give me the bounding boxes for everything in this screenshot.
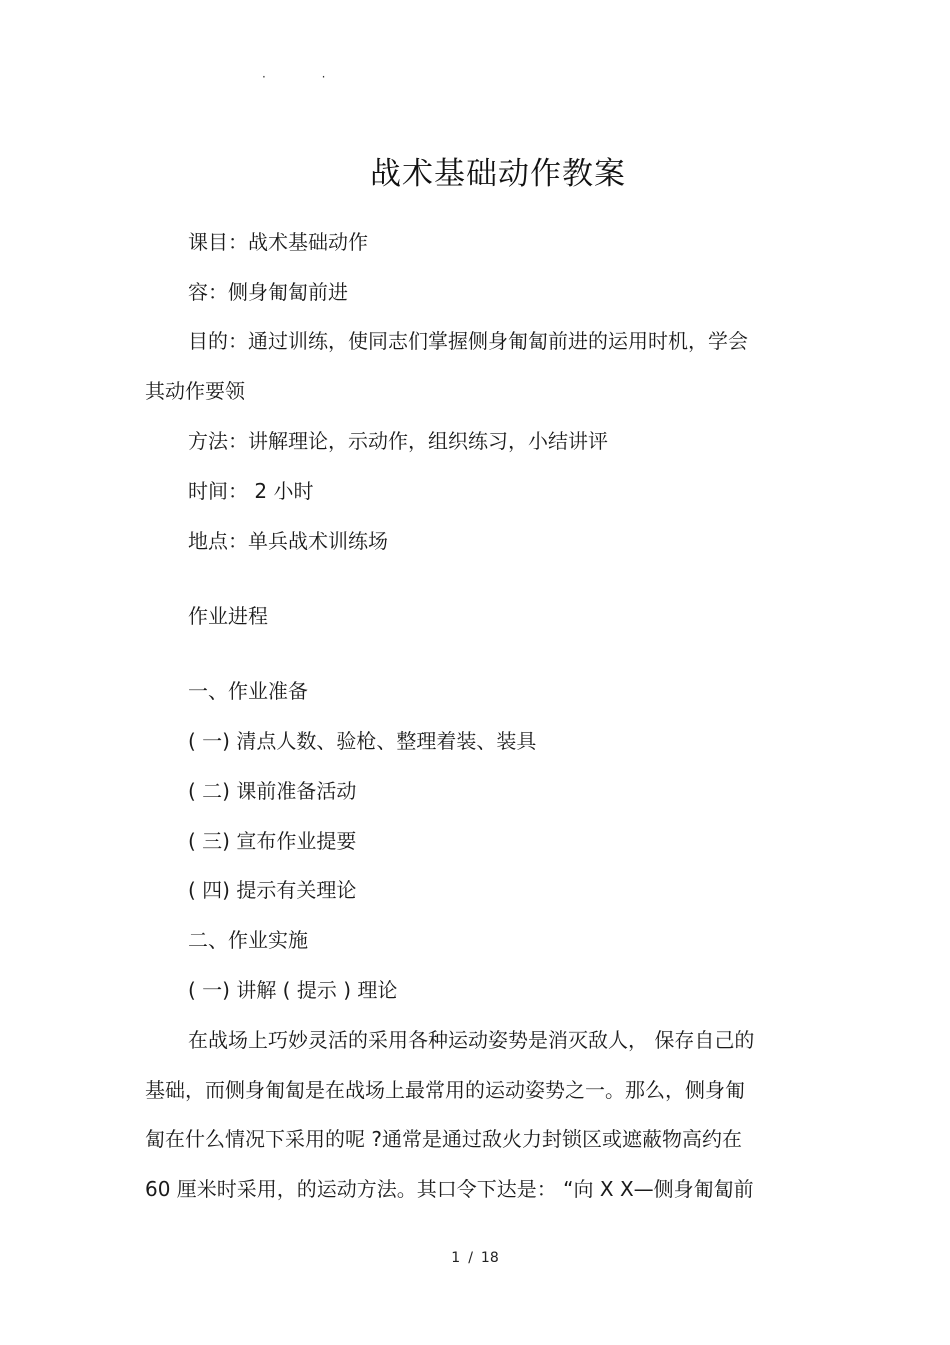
- location-line: 地点：单兵战术训练场: [188, 529, 388, 553]
- content-line: 容：侧身匍匐前进: [188, 280, 348, 304]
- section2-sub1: ( 一) 讲解 ( 提示 ) 理论: [188, 978, 398, 1002]
- section2-heading: 二、作业实施: [188, 928, 308, 952]
- section1-item: ( 四) 提示有关理论: [188, 878, 357, 902]
- process-heading: 作业进程: [188, 604, 268, 628]
- section1-item: ( 一) 清点人数、验枪、整理着装、装具: [188, 729, 537, 753]
- purpose-line-2: 其动作要领: [145, 379, 245, 403]
- paragraph-line: 60 厘米时采用，的运动方法。其口令下达是： “向 X X—侧身匍匐前: [145, 1177, 754, 1201]
- document-title: 战术基础动作教案: [370, 156, 626, 192]
- current-page: 1: [451, 1250, 461, 1266]
- header-marks: · ·: [262, 70, 352, 84]
- purpose-line-1: 目的：通过训练，使同志们掌握侧身匍匐前进的运用时机，学会: [188, 329, 748, 353]
- section1-item: ( 二) 课前准备活动: [188, 779, 357, 803]
- subject-line: 课目：战术基础动作: [188, 230, 368, 254]
- method-line: 方法：讲解理论，示动作，组织练习，小结讲评: [188, 429, 608, 453]
- section1-item: ( 三) 宣布作业提要: [188, 829, 357, 853]
- page-separator: /: [468, 1250, 473, 1266]
- paragraph-line: 基础，而侧身匍匐是在战场上最常用的运动姿势之一。那么，侧身匍: [145, 1078, 745, 1102]
- paragraph-line: 匐在什么情况下采用的呢 ?通常是通过敌火力封锁区或遮蔽物高约在: [145, 1127, 742, 1151]
- total-pages: 18: [480, 1250, 499, 1266]
- section1-heading: 一、作业准备: [188, 679, 308, 703]
- page-number: [0, 1250, 950, 1266]
- time-line: 时间： 2 小时: [188, 479, 314, 503]
- paragraph-line: 在战场上巧妙灵活的采用各种运动姿势是消灭敌人， 保存自己的: [188, 1028, 755, 1052]
